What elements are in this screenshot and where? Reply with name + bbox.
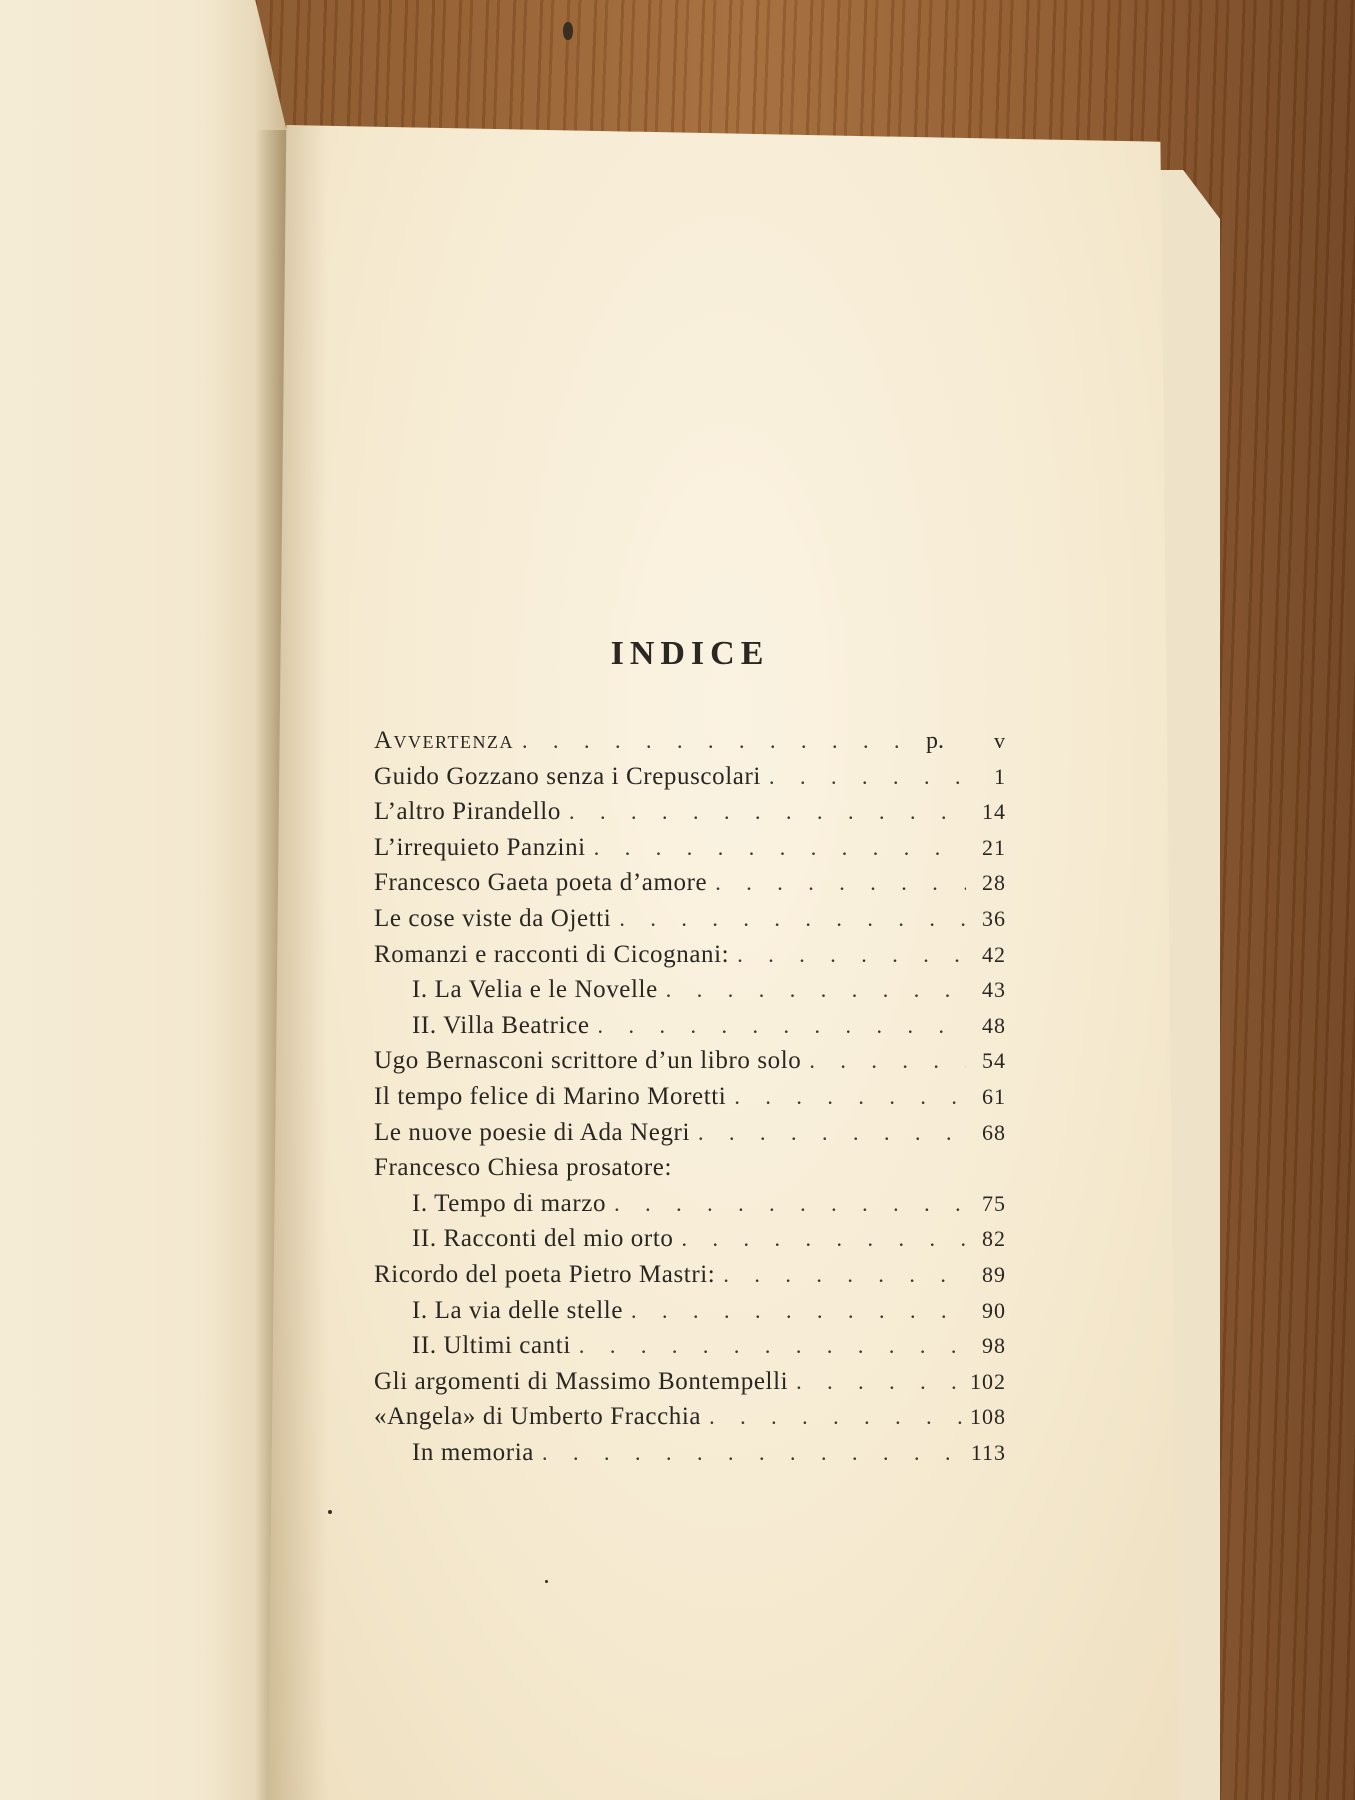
toc-entry (374, 1047, 1006, 1083)
toc-page-number: 28 (982, 870, 1006, 896)
dot-leader (590, 1013, 966, 1039)
toc-page-number: 89 (982, 1261, 1006, 1287)
toc-entry (374, 1190, 1006, 1226)
dot-leader (715, 1262, 966, 1288)
paper-speck (328, 1510, 332, 1514)
toc-entry-title: L’altro Pirandello (374, 798, 561, 826)
toc-entry (374, 1012, 1006, 1048)
toc-entry-title: Gli argomenti di Massimo Bontempelli (374, 1367, 789, 1395)
toc-page-number: 21 (982, 834, 1006, 860)
toc-entry (374, 1297, 1006, 1333)
toc-entry-title: Guido Gozzano senza i Crepuscolari (374, 762, 761, 790)
table-knot (563, 22, 573, 40)
toc-entry (374, 798, 1006, 834)
dot-leader (673, 1226, 966, 1252)
dot-leader (606, 1191, 966, 1217)
toc-entry-title: L’irrequieto Panzini (374, 833, 586, 861)
toc-entry-title: Romanzi e racconti di Cicognani: (374, 940, 730, 968)
paper-speck (545, 1580, 548, 1583)
toc-entry (374, 941, 1006, 977)
dot-leader (611, 906, 966, 932)
toc-entry-title: In memoria (412, 1438, 534, 1466)
toc-entry-title: Francesco Chiesa prosatore: (374, 1154, 673, 1182)
toc-page-number: v (994, 728, 1006, 753)
toc-entry-title: II. Racconti del mio orto (412, 1225, 674, 1253)
page-title: INDICE (610, 634, 770, 672)
toc-entry-title: I. Tempo di marzo (412, 1189, 607, 1217)
dot-leader (726, 1084, 966, 1110)
dot-leader (534, 1440, 966, 1466)
toc-page-number: 113 (970, 1439, 1006, 1465)
toc-entry-title: Ricordo del poeta Pietro Mastri: (374, 1260, 716, 1288)
toc-entry-title: I. La Velia e le Novelle (412, 976, 658, 1004)
toc-entry-title: Il tempo felice di Marino Moretti (374, 1082, 727, 1110)
dot-leader (761, 764, 966, 790)
toc-entry (374, 1225, 1006, 1261)
dot-leader (561, 799, 966, 825)
toc-entry (374, 1083, 1006, 1119)
toc-entry (374, 1403, 1006, 1439)
dot-leader (690, 1120, 966, 1146)
toc-page-number: 61 (982, 1083, 1006, 1109)
dot-leader (571, 1333, 966, 1359)
toc-page-number: 14 (982, 799, 1006, 825)
toc-entry (374, 1332, 1006, 1368)
dot-leader (788, 1369, 966, 1395)
toc-page-number: 108 (970, 1404, 1006, 1430)
toc-entry (374, 1119, 1006, 1155)
toc-entry (374, 1261, 1006, 1297)
dot-leader (658, 977, 966, 1003)
toc-page-number: 98 (982, 1333, 1006, 1359)
toc-page-number: 75 (982, 1190, 1006, 1216)
toc-entry-title: I. La via delle stelle (412, 1296, 624, 1324)
toc-page-number: 36 (982, 905, 1006, 931)
page-prefix: p. (926, 728, 944, 754)
toc-entry (374, 1439, 1006, 1475)
toc-page-number: 102 (970, 1368, 1006, 1394)
toc-page-number: 42 (982, 941, 1006, 967)
dot-leader (701, 1404, 966, 1430)
toc-entry (374, 869, 1006, 905)
toc-entry (374, 727, 1006, 763)
toc-page-number: 43 (982, 977, 1006, 1003)
toc-entry (374, 1154, 1006, 1190)
toc-entry (374, 1368, 1006, 1404)
dot-leader (729, 942, 966, 968)
toc-entry-title: Le cose viste da Ojetti (374, 904, 612, 932)
toc-page-number: 68 (982, 1119, 1006, 1145)
toc-page-number: 82 (982, 1226, 1006, 1252)
left-book-page (0, 0, 290, 1800)
dot-leader (514, 728, 926, 754)
toc-entry-title: II. Ultimi canti (412, 1332, 571, 1360)
dot-leader (801, 1048, 966, 1074)
toc-entry-title: Ugo Bernasconi scrittore d’un libro solo (374, 1047, 802, 1075)
toc-entry (374, 834, 1006, 870)
dot-leader (623, 1298, 966, 1324)
toc-page-number: 48 (982, 1012, 1006, 1038)
toc-page-number: 90 (982, 1297, 1006, 1323)
toc-entry (374, 763, 1006, 799)
toc-page-number: 54 (982, 1048, 1006, 1074)
toc-entry (374, 976, 1006, 1012)
toc-entry-title: Avvertenza (374, 727, 514, 754)
toc-entry-title: «Angela» di Umberto Fracchia (374, 1403, 702, 1431)
toc-entry-title: Le nuove poesie di Ada Negri (374, 1118, 691, 1146)
table-of-contents (374, 727, 1006, 1474)
toc-entry (374, 905, 1006, 941)
toc-page-number: 1 (994, 763, 1006, 789)
dot-leader (586, 835, 966, 861)
toc-entry-title: Francesco Gaeta poeta d’amore (374, 869, 708, 897)
toc-entry-title: II. Villa Beatrice (412, 1011, 590, 1039)
dot-leader (707, 870, 966, 896)
